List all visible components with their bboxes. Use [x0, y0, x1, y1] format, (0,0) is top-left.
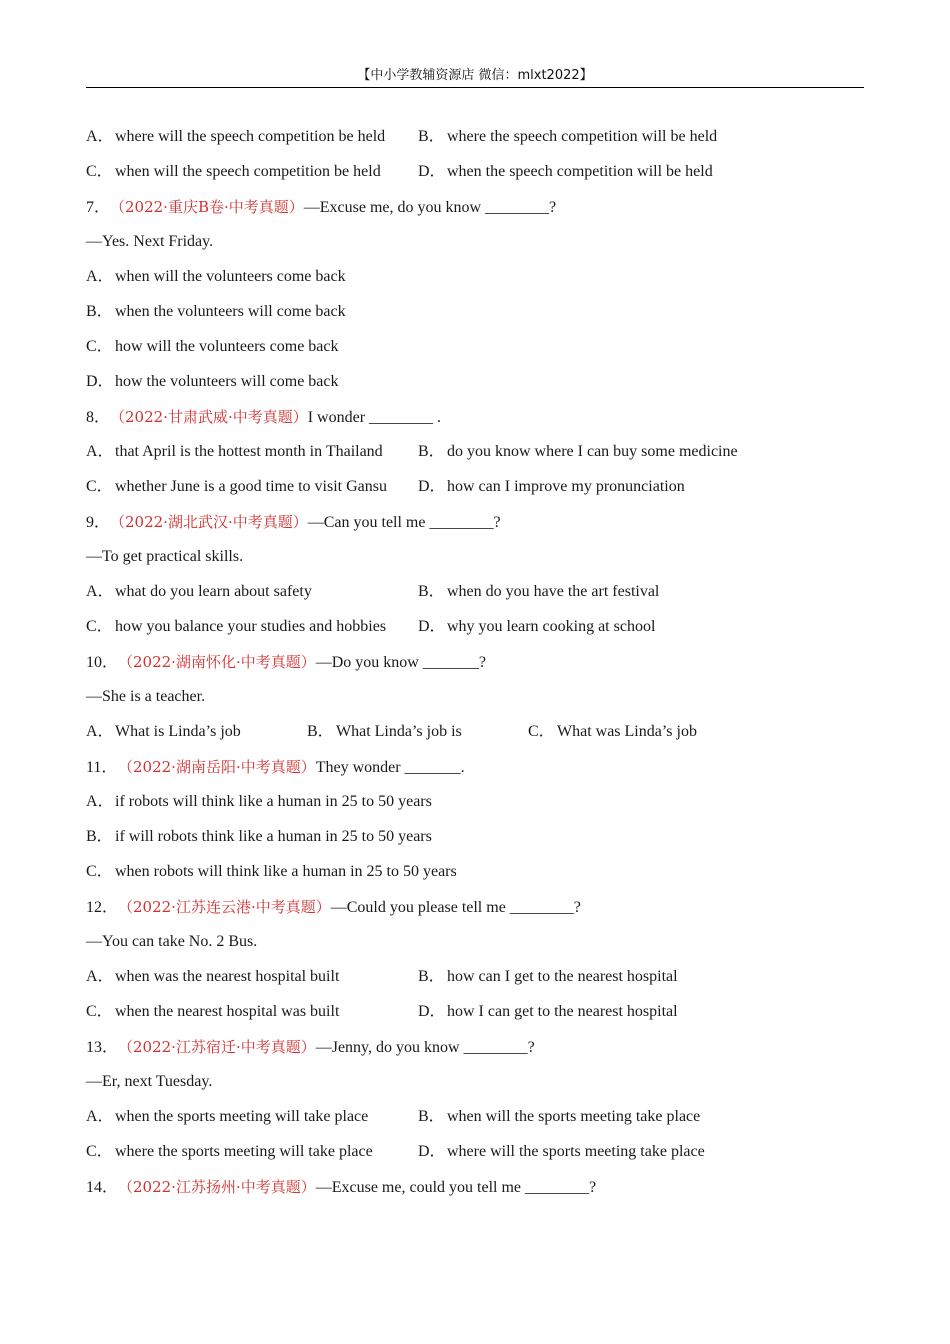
question-source: （2022·江苏扬州·中考真题）: [118, 1178, 316, 1196]
answer-line: —She is a teacher.: [86, 688, 206, 705]
option-letter: B．: [86, 828, 113, 845]
option-text: where the speech competition will be held: [447, 128, 718, 145]
option-letter: B．: [307, 723, 334, 740]
option-letter: A．: [86, 723, 114, 740]
option-text: where will the speech competition be held: [115, 128, 386, 145]
option: [418, 125, 717, 149]
option: [86, 965, 339, 989]
option: [418, 475, 685, 499]
option-letter: C．: [528, 723, 555, 740]
option-text: what do you learn about safety: [115, 583, 312, 600]
question-text: I wonder ________ .: [307, 409, 442, 426]
option-letter: A．: [86, 1108, 114, 1125]
option-text: how can I get to the nearest hospital: [447, 968, 678, 985]
question-line: [86, 1035, 535, 1059]
option-letter: B．: [418, 128, 445, 145]
option: [418, 615, 655, 639]
option-letter: B．: [418, 1108, 445, 1125]
answer-line: —To get practical skills.: [86, 548, 244, 565]
option: [418, 580, 659, 604]
option-letter: A．: [86, 128, 114, 145]
option-letter: D．: [418, 1003, 446, 1020]
option-letter: D．: [418, 478, 446, 495]
option-letter: A．: [86, 443, 114, 460]
question-source: （2022·重庆B卷·中考真题）: [110, 198, 304, 216]
option-text: when the volunteers will come back: [115, 303, 346, 320]
question-source: （2022·湖北武汉·中考真题）: [110, 513, 308, 531]
option-letter: D．: [418, 163, 446, 180]
option: [86, 825, 432, 849]
question-text: They wonder _______.: [315, 759, 465, 776]
option-letter: B．: [418, 583, 445, 600]
option-text: when the speech competition will be held: [447, 163, 713, 180]
option: [86, 790, 432, 814]
question-source: （2022·湖南怀化·中考真题）: [118, 653, 316, 671]
option-letter: C．: [86, 1003, 113, 1020]
question-source: （2022·江苏连云港·中考真题）: [118, 898, 331, 916]
option-letter: B．: [86, 303, 113, 320]
option-letter: D．: [418, 618, 446, 635]
option-letter: B．: [418, 968, 445, 985]
question-line: [86, 755, 465, 779]
option-text: why you learn cooking at school: [447, 618, 656, 635]
option: [528, 720, 697, 744]
question-text: —Excuse me, do you know ________?: [303, 199, 557, 216]
question-source: （2022·甘肃武威·中考真题）: [110, 408, 308, 426]
option: [86, 720, 241, 744]
option-letter: B．: [418, 443, 445, 460]
question-number: 9．: [86, 514, 111, 531]
option: [418, 440, 738, 464]
option-text: whether June is a good time to visit Gansu: [115, 478, 387, 495]
question-number: 13．: [86, 1039, 119, 1056]
option-letter: C．: [86, 618, 113, 635]
option: [86, 440, 383, 464]
option-text: when the nearest hospital was built: [115, 1003, 340, 1020]
option: [418, 1000, 678, 1024]
option-text: how can I improve my pronunciation: [447, 478, 685, 495]
question-line: [86, 895, 581, 919]
option: [418, 160, 713, 184]
option: [86, 1000, 339, 1024]
option-letter: A．: [86, 793, 114, 810]
option-letter: C．: [86, 1143, 113, 1160]
option: [86, 615, 386, 639]
option-text: where will the sports meeting take place: [447, 1143, 705, 1160]
option-text: if will robots think like a human in 25 to 50 years: [115, 828, 432, 845]
option-text: when was the nearest hospital built: [115, 968, 340, 985]
option: [86, 1140, 373, 1164]
option-text: where the sports meeting will take place: [115, 1143, 373, 1160]
option-text: that April is the hottest month in Thailand: [115, 443, 383, 460]
answer-line: —Yes. Next Friday.: [86, 233, 214, 250]
question-source: （2022·湖南岳阳·中考真题）: [118, 758, 316, 776]
option-letter: A．: [86, 583, 114, 600]
question-text: —Excuse me, could you tell me ________?: [315, 1179, 597, 1196]
page-header: 【中小学教辅资源店 微信：mlxt2022】: [357, 68, 593, 83]
question-number: 14．: [86, 1179, 119, 1196]
option-text: What Linda’s job is: [336, 723, 462, 740]
question-number: 12．: [86, 899, 119, 916]
question-line: [86, 1175, 596, 1199]
option-letter: C．: [86, 338, 113, 355]
question-line: [86, 510, 501, 534]
question-number: 10．: [86, 654, 119, 671]
option-text: when will the speech competition be held: [115, 163, 381, 180]
option: [418, 1140, 705, 1164]
option-text: how I can get to the nearest hospital: [447, 1003, 678, 1020]
option-text: how will the volunteers come back: [115, 338, 339, 355]
answer-line: —You can take No. 2 Bus.: [86, 933, 258, 950]
answer-line: —Er, next Tuesday.: [86, 1073, 213, 1090]
option-text: when will the sports meeting take place: [447, 1108, 701, 1125]
header-rule: [86, 87, 864, 88]
option-text: if robots will think like a human in 25 to 50 years: [115, 793, 432, 810]
question-text: —Jenny, do you know ________?: [315, 1039, 535, 1056]
question-number: 7．: [86, 199, 111, 216]
option: [86, 125, 385, 149]
option-text: do you know where I can buy some medicine: [447, 443, 738, 460]
question-text: —Can you tell me ________?: [307, 514, 501, 531]
option: [86, 860, 457, 884]
option: [418, 1105, 700, 1129]
option: [86, 1105, 368, 1129]
option: [86, 335, 339, 359]
option-letter: C．: [86, 478, 113, 495]
question-number: 11．: [86, 759, 118, 776]
option: [86, 300, 346, 324]
option-letter: C．: [86, 863, 113, 880]
option: [307, 720, 462, 744]
option-text: when the sports meeting will take place: [115, 1108, 369, 1125]
question-line: [86, 650, 486, 674]
option-text: when robots will think like a human in 25 to 50 years: [115, 863, 457, 880]
option-letter: A．: [86, 968, 114, 985]
option-text: when do you have the art festival: [447, 583, 660, 600]
option-letter: C．: [86, 163, 113, 180]
question-number: 8．: [86, 409, 111, 426]
option-text: how the volunteers will come back: [115, 373, 339, 390]
option-text: when will the volunteers come back: [115, 268, 346, 285]
question-source: （2022·江苏宿迁·中考真题）: [118, 1038, 316, 1056]
option: [86, 265, 346, 289]
option-letter: D．: [86, 373, 114, 390]
question-text: —Do you know _______?: [315, 654, 486, 671]
option: [86, 580, 312, 604]
option-letter: D．: [418, 1143, 446, 1160]
option-text: how you balance your studies and hobbies: [115, 618, 387, 635]
option: [86, 370, 339, 394]
option-text: What was Linda’s job: [557, 723, 697, 740]
option-letter: A．: [86, 268, 114, 285]
question-line: [86, 195, 556, 219]
option: [86, 160, 381, 184]
question-text: —Could you please tell me ________?: [330, 899, 581, 916]
option: [86, 475, 387, 499]
question-line: [86, 405, 441, 429]
option-text: What is Linda’s job: [115, 723, 241, 740]
option: [418, 965, 678, 989]
